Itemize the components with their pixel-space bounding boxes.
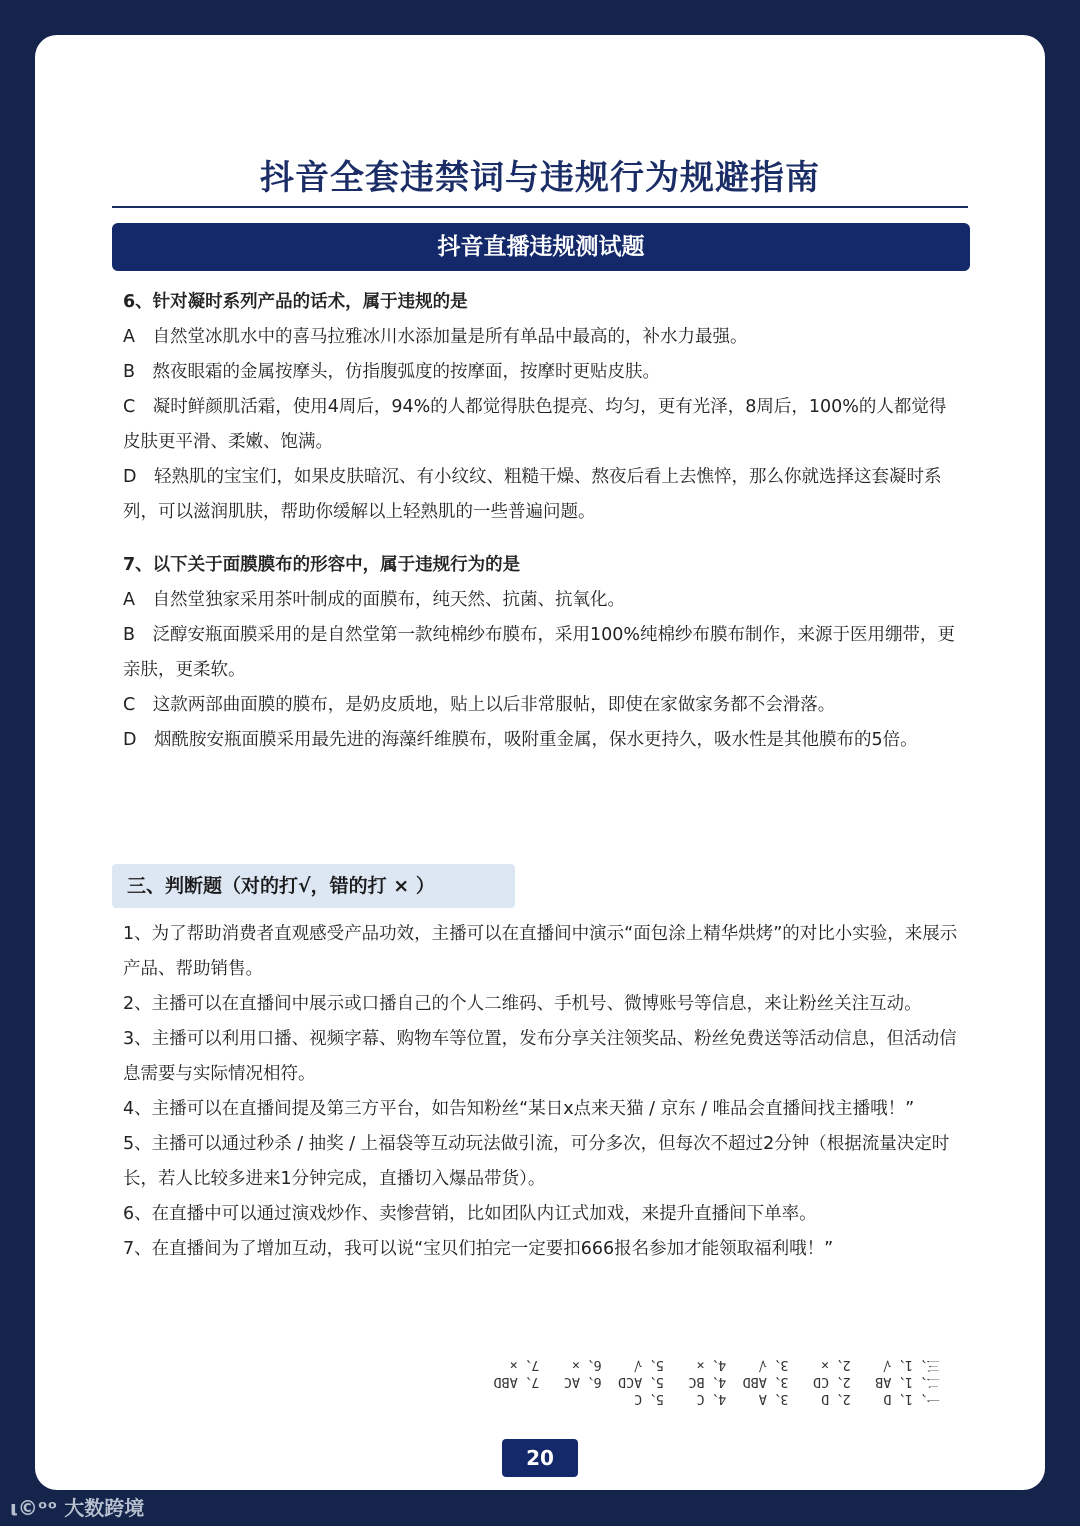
option: D 轻熟肌的宝宝们，如果皮肤暗沉、有小纹纹、粗糙干燥、熬夜后看上去憔悴，那么你就选择这套凝时系列，可以滋润肌肤，帮助你缓解以上轻熟肌的一些普遍问题。 [123, 467, 942, 522]
answer-line: 一、1、D 2、D 3、A 4、C 5、C [634, 1391, 940, 1407]
watermark-logo: ι©ᵒᵒ 大数跨境 [10, 1496, 145, 1520]
page-number: 20 [502, 1439, 578, 1477]
question-block [123, 285, 963, 758]
option: D 烟酰胺安瓶面膜采用最先进的海藻纤维膜布，吸附重金属，保水更持久，吸水性是其他膜布的5倍。 [123, 730, 918, 750]
judgement-item: 1、为了帮助消费者直观感受产品功效，主播可以在直播间中演示“面包涂上精华烘烤”的对比小实验，来展示产品、帮助销售。 [123, 924, 958, 979]
question-6: 6、针对凝时系列产品的话术，属于违规的是 [123, 292, 468, 312]
judgement-item: 5、主播可以通过秒杀 / 抽奖 / 上福袋等互动玩法做引流，可分多次，但每次不超过2分钟（根据流量决定时长，若人比较多进来1分钟完成，直播切入爆品带货）。 [123, 1134, 950, 1189]
judgement-list [123, 917, 963, 1267]
judgement-item: 2、主播可以在直播间中展示或口播自己的个人二维码、手机号、微博账号等信息，来让粉丝关注互动。 [123, 994, 922, 1014]
upside-down-answers [400, 1356, 940, 1407]
answer-line: 二、1、AB 2、CD 3、ABD 4、BC 5、ACD 6、AC 7、ABD [493, 1374, 940, 1390]
option: A 自然堂独家采用茶叶制成的面膜布，纯天然、抗菌、抗氧化。 [123, 590, 625, 610]
option: B 泛醇安瓶面膜采用的是自然堂第一款纯棉纱布膜布，采用100%纯棉纱布膜布制作，来源于医用绷带，更亲肤，更柔软。 [123, 625, 956, 680]
logo-icon: ι©ᵒᵒ [10, 1496, 65, 1520]
option: B 熬夜眼霜的金属按摩头，仿指腹弧度的按摩面，按摩时更贴皮肤。 [123, 362, 661, 382]
question-7: 7、以下关于面膜膜布的形容中，属于违规行为的是 [123, 555, 521, 575]
judgement-item: 3、主播可以利用口播、视频字幕、购物车等位置，发布分享关注领奖品、粉丝免费送等活动信息，但活动信息需要与实际情况相符。 [123, 1029, 957, 1084]
judgement-item: 6、在直播中可以通过演戏炒作、卖惨营销，比如团队内讧式加戏，来提升直播间下单率。 [123, 1204, 817, 1224]
option: C 这款两部曲面膜的膜布，是奶皮质地，贴上以后非常服帖，即使在家做家务都不会滑落。 [123, 695, 836, 715]
answer-line: 三、1、√ 2、× 3、√ 4、× 5、√ 6、× 7、× [509, 1357, 940, 1373]
section-heading: 三、判断题（对的打√，错的打 × ） [112, 864, 515, 908]
section-banner: 抖音直播违规测试题 [112, 223, 970, 271]
judgement-item: 4、主播可以在直播间提及第三方平台，如告知粉丝“某日x点来天猫 / 京东 / 唯品会直播间找主播哦！” [123, 1099, 915, 1119]
option: C 凝时鲜颜肌活霜，使用4周后，94%的人都觉得肤色提亮、均匀，更有光泽，8周后，100%的人都觉得皮肤更平滑、柔嫩、饱满。 [123, 397, 947, 452]
title-divider [112, 206, 968, 208]
page-title: 抖音全套违禁词与违规行为规避指南 [260, 158, 820, 198]
option: A 自然堂冰肌水中的喜马拉雅冰川水添加量是所有单品中最高的，补水力最强。 [123, 327, 748, 347]
judgement-item: 7、在直播间为了增加互动，我可以说“宝贝们拍完一定要扣666报名参加才能领取福利哦！” [123, 1239, 834, 1259]
